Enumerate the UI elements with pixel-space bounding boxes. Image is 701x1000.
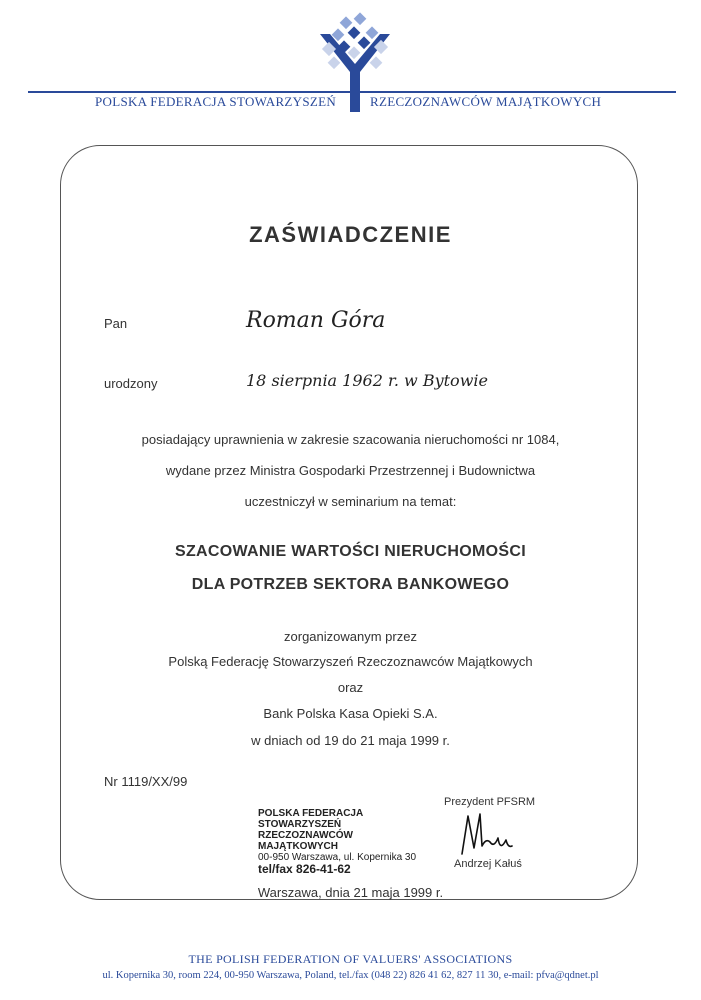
signature <box>450 808 530 858</box>
intro-line-3: uczestniczył w seminarium na temat: <box>244 494 457 509</box>
name-label: Pan <box>104 316 128 331</box>
president-name: Andrzej Kałuś <box>454 858 522 870</box>
stamp-line-4: tel/fax 826-41-62 <box>258 862 351 876</box>
header-org-left: POLSKA FEDERACJA STOWARZYSZEŃ <box>95 94 337 109</box>
intro-line-2: wydane przez Ministra Gospodarki Przestrzennej i Budownictwa <box>165 463 536 478</box>
footer-address: ul. Kopernika 30, room 224, 00-950 Warszawa, Poland, tel./fax (048 22) 826 41 62, 827 11 30, e-mail: pfva@qdnet.pl <box>102 970 599 981</box>
intro-line-1: posiadający uprawnienia w zakresie szacowania nieruchomości nr 1084, <box>141 432 560 447</box>
organization-stamp <box>258 808 418 876</box>
recipient-name: Roman Góra <box>246 308 386 333</box>
place-date: Warszawa, dnia 21 maja 1999 r. <box>257 885 444 900</box>
born-label: urodzony <box>104 376 158 391</box>
organizer-line-4: Bank Polska Kasa Opieki S.A. <box>263 706 438 721</box>
organizer-line-1: zorganizowanym przez <box>284 629 417 644</box>
topic-line-1: SZACOWANIE WARTOŚCI NIERUCHOMOŚCI <box>175 543 526 560</box>
header-org-right: RZECZOZNAWCÓW MAJĄTKOWYCH <box>370 94 602 109</box>
president-label: Prezydent PFSRM <box>444 796 536 808</box>
organizer-line-5: w dniach od 19 do 21 maja 1999 r. <box>251 733 450 748</box>
footer-org-name: THE POLISH FEDERATION OF VALUERS' ASSOCIATIONS <box>188 952 513 966</box>
stamp-line-3: 00-950 Warszawa, ul. Kopernika 30 <box>258 852 417 863</box>
organizer-line-3: oraz <box>337 680 364 695</box>
stamp-line-2: RZECZOZNAWCÓW MAJĄTKOWYCH <box>258 830 353 852</box>
organizer-line-2: Polską Federację Stowarzyszeń Rzeczoznawców Majątkowych <box>168 654 533 669</box>
certificate-number: Nr 1119/XX/99 <box>104 774 188 789</box>
certificate-title: ZAŚWIADCZENIE <box>249 222 452 247</box>
stamp-line-1: POLSKA FEDERACJA STOWARZYSZEŃ <box>258 808 363 830</box>
birth-info: 18 sierpnia 1962 r. w Bytowie <box>246 371 488 390</box>
topic-line-2: DLA POTRZEB SEKTORA BANKOWEGO <box>191 576 510 593</box>
header-rule <box>28 91 676 93</box>
